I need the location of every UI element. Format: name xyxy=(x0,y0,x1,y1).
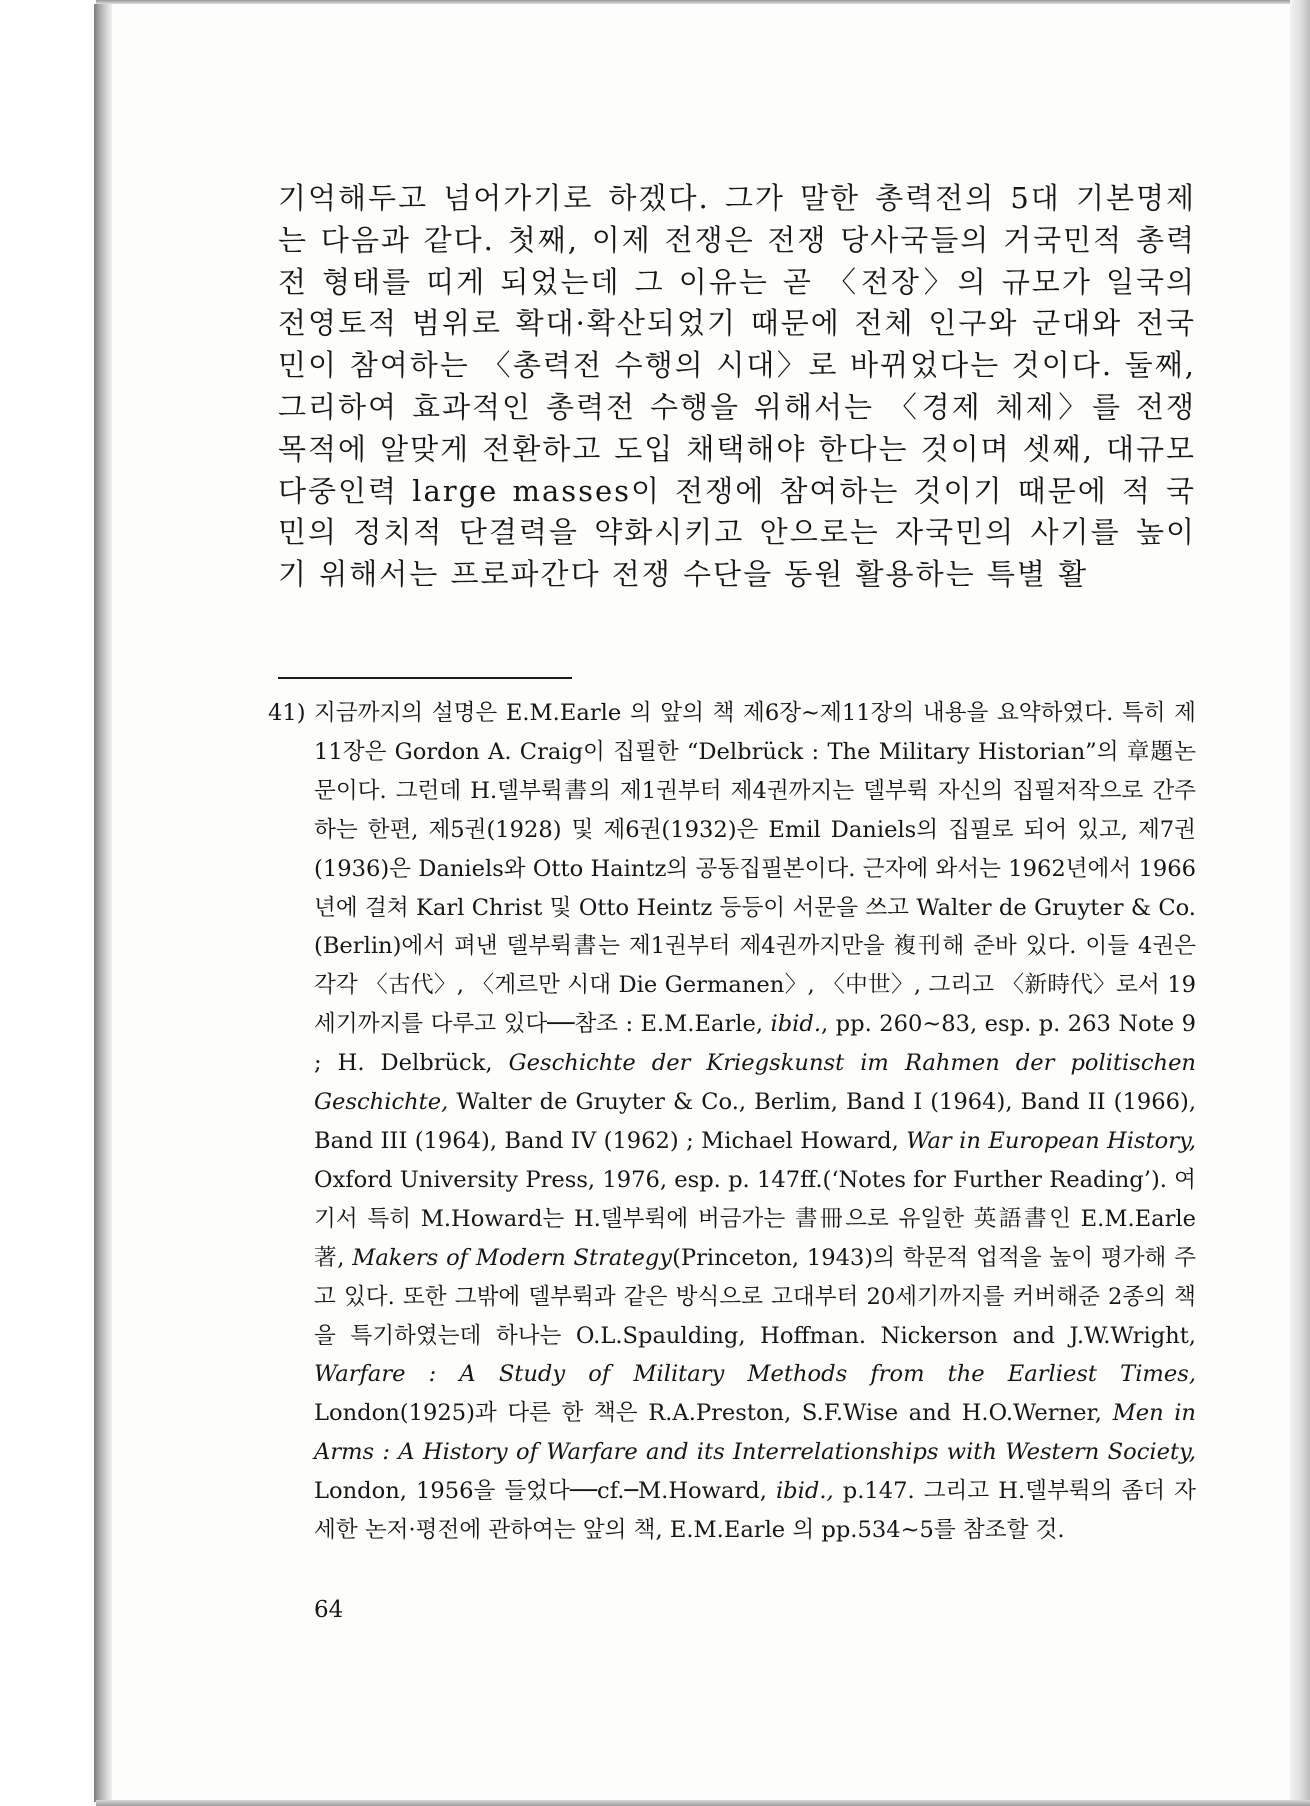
footnote-text-run: (Princeton, 1943)의 학문적 업적을 높이 평가해 주고 있다. 또한 그밖에 델부뤽과 같은 방식으로 고대부터 20세기까지를 커버해준 2종의 책을 특기하였는데 하나는 O.L.Spaulding, Hoffman. Nickerson and J.W.Wright, xyxy=(314,1244,1196,1349)
footnote-text-run: p.147. 그리고 H.델부뤽의 좀더 자세한 논저·평전에 관하여는 앞의 책, E.M.Earle 의 pp.534~5를 참조할 것. xyxy=(314,1478,1196,1544)
footnote-text-run: 지금까지의 설명은 E.M.Earle 의 앞의 책 제6장~제11장의 내용을 요약하였다. 특히 제11장은 Gordon A. Craig이 집필한 “Delbrück : The Military Historian”의 章題논문이다. 그런데 H.델부뤽書의 제1권부터 제4권까지는 델부뤽 자신의 집필저작으로 간주하는 한편, 제5권(1928) 및 제6권(1932)은 Emil Daniels의 집필로 되어 있고, 제7권(1936)은 Daniels와 Otto Haintz의 공동집필본이다. 근자에 와서는 1962년에서 1966년에 걸쳐 Karl Christ 및 Otto Heintz 등등이 서문을 쓰고 Walter de Gruyter & Co.(Berlin)에서 펴낸 델부뤽書는 제1권부터 제4권까지만을 複刊해 준바 있다. 이들 4권은 각각 〈古代〉, 〈게르만 시대 Die Germanen〉, 〈中世〉, 그리고 〈新時代〉로서 19세기까지를 다루고 있다──참조 : E.M.Earle, xyxy=(314,700,1197,1038)
footnote-italic-title: Men in Arms : A History of Warfare and its Interrelationships with Western Society, xyxy=(314,1400,1196,1466)
footnote-text-run: Oxford University Press, 1976, esp. p. 147ff.(‘Notes for Further Reading’). 여기서 특히 M.Howard는 H.델부뤽에 버금가는 書冊으로 유일한 英語書인 E.M.Earle 著, xyxy=(314,1166,1196,1271)
footnote-italic-title: Makers of Modern Strategy xyxy=(352,1244,673,1271)
page-number: 64 xyxy=(314,1597,344,1623)
page-bottom-edge xyxy=(96,1800,1310,1806)
footnote-number: 41) xyxy=(268,700,306,726)
page-right-edge xyxy=(1290,0,1310,1806)
footnote-text-run: London, 1956을 들었다──cf.─M.Howard, xyxy=(314,1478,776,1505)
footnote-text-run: Walter de Gruyter & Co., Berlim, Band I (1964), Band II (1966), Band III (1964), Band IV (1962) ; Michael Howard, xyxy=(314,1089,1196,1154)
footnote-text-run: London(1925)과 다른 한 책은 R.A.Preston, S.F.Wise and H.O.Werner, xyxy=(314,1400,1113,1427)
page-margin-left xyxy=(0,0,96,1806)
footnote-italic-title: ibid. xyxy=(770,1011,822,1038)
footnote xyxy=(268,694,1196,1550)
footnote-separator xyxy=(278,677,572,679)
footnote-text-run: , pp. 260~83, esp. p. 263 Note 9 ; H. Delbrück, xyxy=(314,1011,1196,1077)
footnote-italic-title: ibid., xyxy=(775,1478,834,1505)
footnote-italic-title: War in European History, xyxy=(906,1127,1196,1154)
footnote-text xyxy=(268,694,1196,1550)
book-spine-shadow xyxy=(94,4,112,1802)
footnote-italic-title: Geschichte der Kriegskunst im Rahmen der politischen Geschichte, xyxy=(314,1050,1196,1116)
body-paragraph: 기억해두고 넘어가기로 하겠다. 그가 말한 총력전의 5대 기본명제는 다음과 같다. 첫째, 이제 전쟁은 전쟁 당사국들의 거국민적 총력전 형태를 띠게 되었는데 그 이유는 곧 〈전장〉의 규모가 일국의 전영토적 범위로 확대·확산되었기 때문에 전체 인구와 군대와 전국민이 참여하는 〈총력전 수행의 시대〉로 바뀌었다는 것이다. 둘째, 그리하여 효과적인 총력전 수행을 위해서는 〈경제 체제〉를 전쟁 목적에 알맞게 전환하고 도입 채택해야 한다는 것이며 셋째, 대규모 다중인력 large masses이 전쟁에 참여하는 것이기 때문에 적 국민의 정치적 단결력을 약화시키고 안으로는 자국민의 사기를 높이기 위해서는 프로파간다 전쟁 수단을 동원 활용하는 특별 활 xyxy=(278,181,1196,592)
footnote-italic-title: Warfare : A Study of Military Methods from the Earliest Times, xyxy=(314,1361,1196,1388)
